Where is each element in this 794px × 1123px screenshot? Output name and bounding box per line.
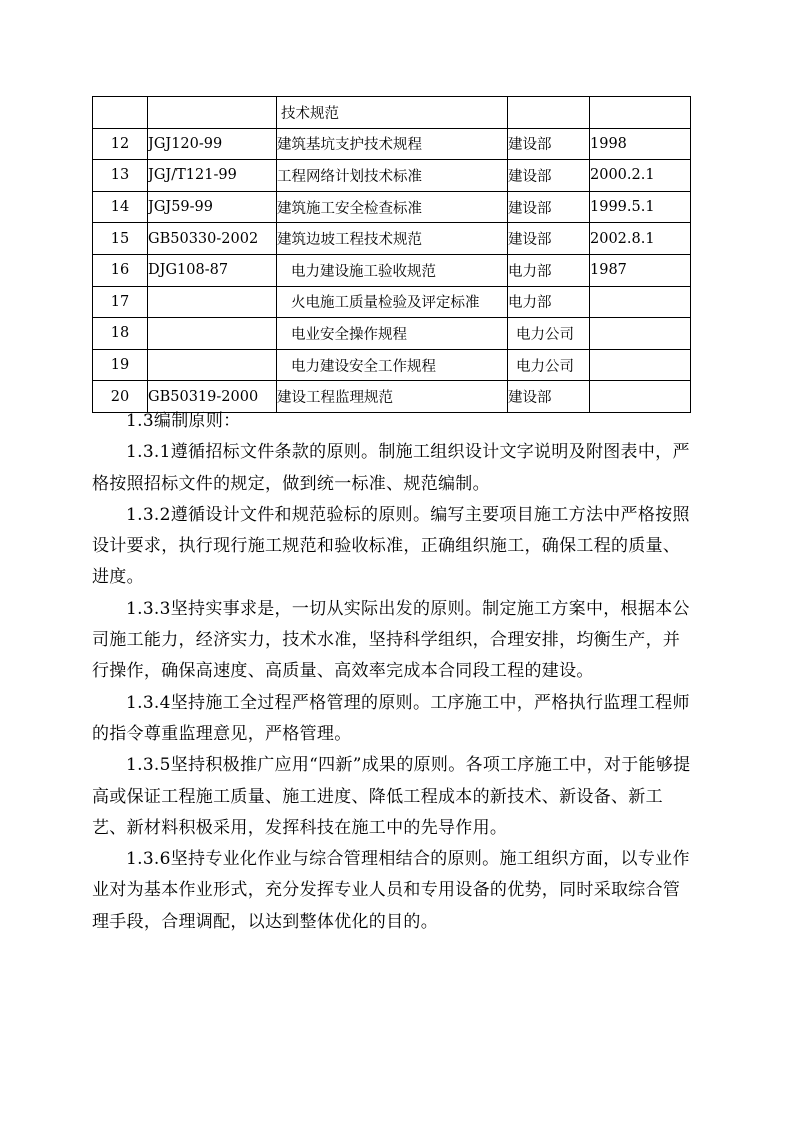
table-row [93, 223, 691, 255]
table-row [93, 254, 691, 286]
cell-name: 电业安全操作规程 [277, 318, 508, 350]
cell-year: 2000.2.1 [590, 160, 691, 192]
cell-no: 15 [93, 223, 148, 255]
cell-org: 建设部 [508, 223, 590, 255]
table-row [93, 191, 691, 223]
cell-code: JGJ59-99 [148, 191, 277, 223]
cell-year: 1999.5.1 [590, 191, 691, 223]
cell-org: 建设部 [508, 160, 590, 192]
cell-no: 18 [93, 318, 148, 350]
cell-no: 16 [93, 254, 148, 286]
cell-name: 建设工程监理规范 [277, 381, 508, 413]
cell-no: 17 [93, 286, 148, 318]
section-body [92, 406, 692, 938]
cell-code [148, 286, 277, 318]
cell-year: 2002.8.1 [590, 223, 691, 255]
standards-table [92, 96, 691, 413]
section-heading: 1.3编制原则： [126, 411, 241, 431]
cell-name: 火电施工质量检验及评定标准 [277, 286, 508, 318]
cell-org: 建设部 [508, 191, 590, 223]
cell-year [590, 97, 691, 129]
cell-year: 1987 [590, 254, 691, 286]
cell-code: GB50319-2000 [148, 381, 277, 413]
cell-name: 建筑边坡工程技术规范 [277, 223, 508, 255]
cell-year [590, 318, 691, 350]
cell-code: DJG108-87 [148, 254, 277, 286]
cell-no [93, 97, 148, 129]
cell-no: 20 [93, 381, 148, 413]
cell-org: 建设部 [508, 381, 590, 413]
table-row [93, 349, 691, 381]
paragraph-1-3-2: 1.3.2遵循设计文件和规范验标的原则。编写主要项目施工方法中严格按照设计要求，执行现行施工规范和验收标准，正确组织施工，确保工程的质量、进度。 [92, 504, 690, 588]
cell-org: 电力公司 [508, 349, 590, 381]
cell-code [148, 349, 277, 381]
cell-name: 建筑基坑支护技术规程 [277, 128, 508, 160]
cell-no: 19 [93, 349, 148, 381]
cell-name: 建筑施工安全检查标准 [277, 191, 508, 223]
cell-org: 电力公司 [508, 318, 590, 350]
table-row [93, 128, 691, 160]
cell-org [508, 97, 590, 129]
cell-code: JGJ/T121-99 [148, 160, 277, 192]
paragraph-1-3-3: 1.3.3坚持实事求是，一切从实际出发的原则。制定施工方案中，根据本公司施工能力，经济实力，技术水准，坚持科学组织，合理安排，均衡生产，并行操作，确保高速度、高质量、高效率完成本合同段工程的建设。 [92, 598, 690, 682]
cell-code [148, 97, 277, 129]
table-row [93, 97, 691, 129]
table-row [93, 160, 691, 192]
cell-code: GB50330-2002 [148, 223, 277, 255]
cell-no: 14 [93, 191, 148, 223]
cell-org: 电力部 [508, 286, 590, 318]
paragraph-1-3-5: 1.3.5坚持积极推广应用“四新”成果的原则。各项工序施工中，对于能够提高或保证工程施工质量、施工进度、降低工程成本的新技术、新设备、新工艺、新材料积极采用，发挥科技在施工中的先导作用。 [92, 755, 691, 838]
cell-name: 技术规范 [277, 97, 508, 129]
cell-no: 12 [93, 128, 148, 160]
cell-org: 电力部 [508, 254, 590, 286]
cell-year [590, 349, 691, 381]
cell-name: 电力建设安全工作规程 [277, 349, 508, 381]
cell-name: 工程网络计划技术标准 [277, 160, 508, 192]
cell-code [148, 318, 277, 350]
cell-year: 1998 [590, 128, 691, 160]
table-row [93, 318, 691, 350]
cell-no: 13 [93, 160, 148, 192]
cell-name: 电力建设施工验收规范 [277, 254, 508, 286]
table-row [93, 286, 691, 318]
paragraph-1-3-6: 1.3.6坚持专业化作业与综合管理相结合的原则。施工组织方面，以专业作业对为基本作业形式，充分发挥专业人员和专用设备的优势，同时采取综合管理手段，合理调配，以达到整体优化的目的。 [92, 849, 690, 932]
cell-year [590, 286, 691, 318]
cell-org: 建设部 [508, 128, 590, 160]
cell-code: JGJ120-99 [148, 128, 277, 160]
paragraph-1-3-1: 1.3.1遵循招标文件条款的原则。制施工组织设计文字说明及附图表中，严格按照招标文件的规定，做到统一标准、规范编制。 [92, 442, 690, 494]
paragraph-1-3-4: 1.3.4坚持施工全过程严格管理的原则。工序施工中，严格执行监理工程师的指令尊重监理意见，严格管理。 [92, 692, 690, 744]
